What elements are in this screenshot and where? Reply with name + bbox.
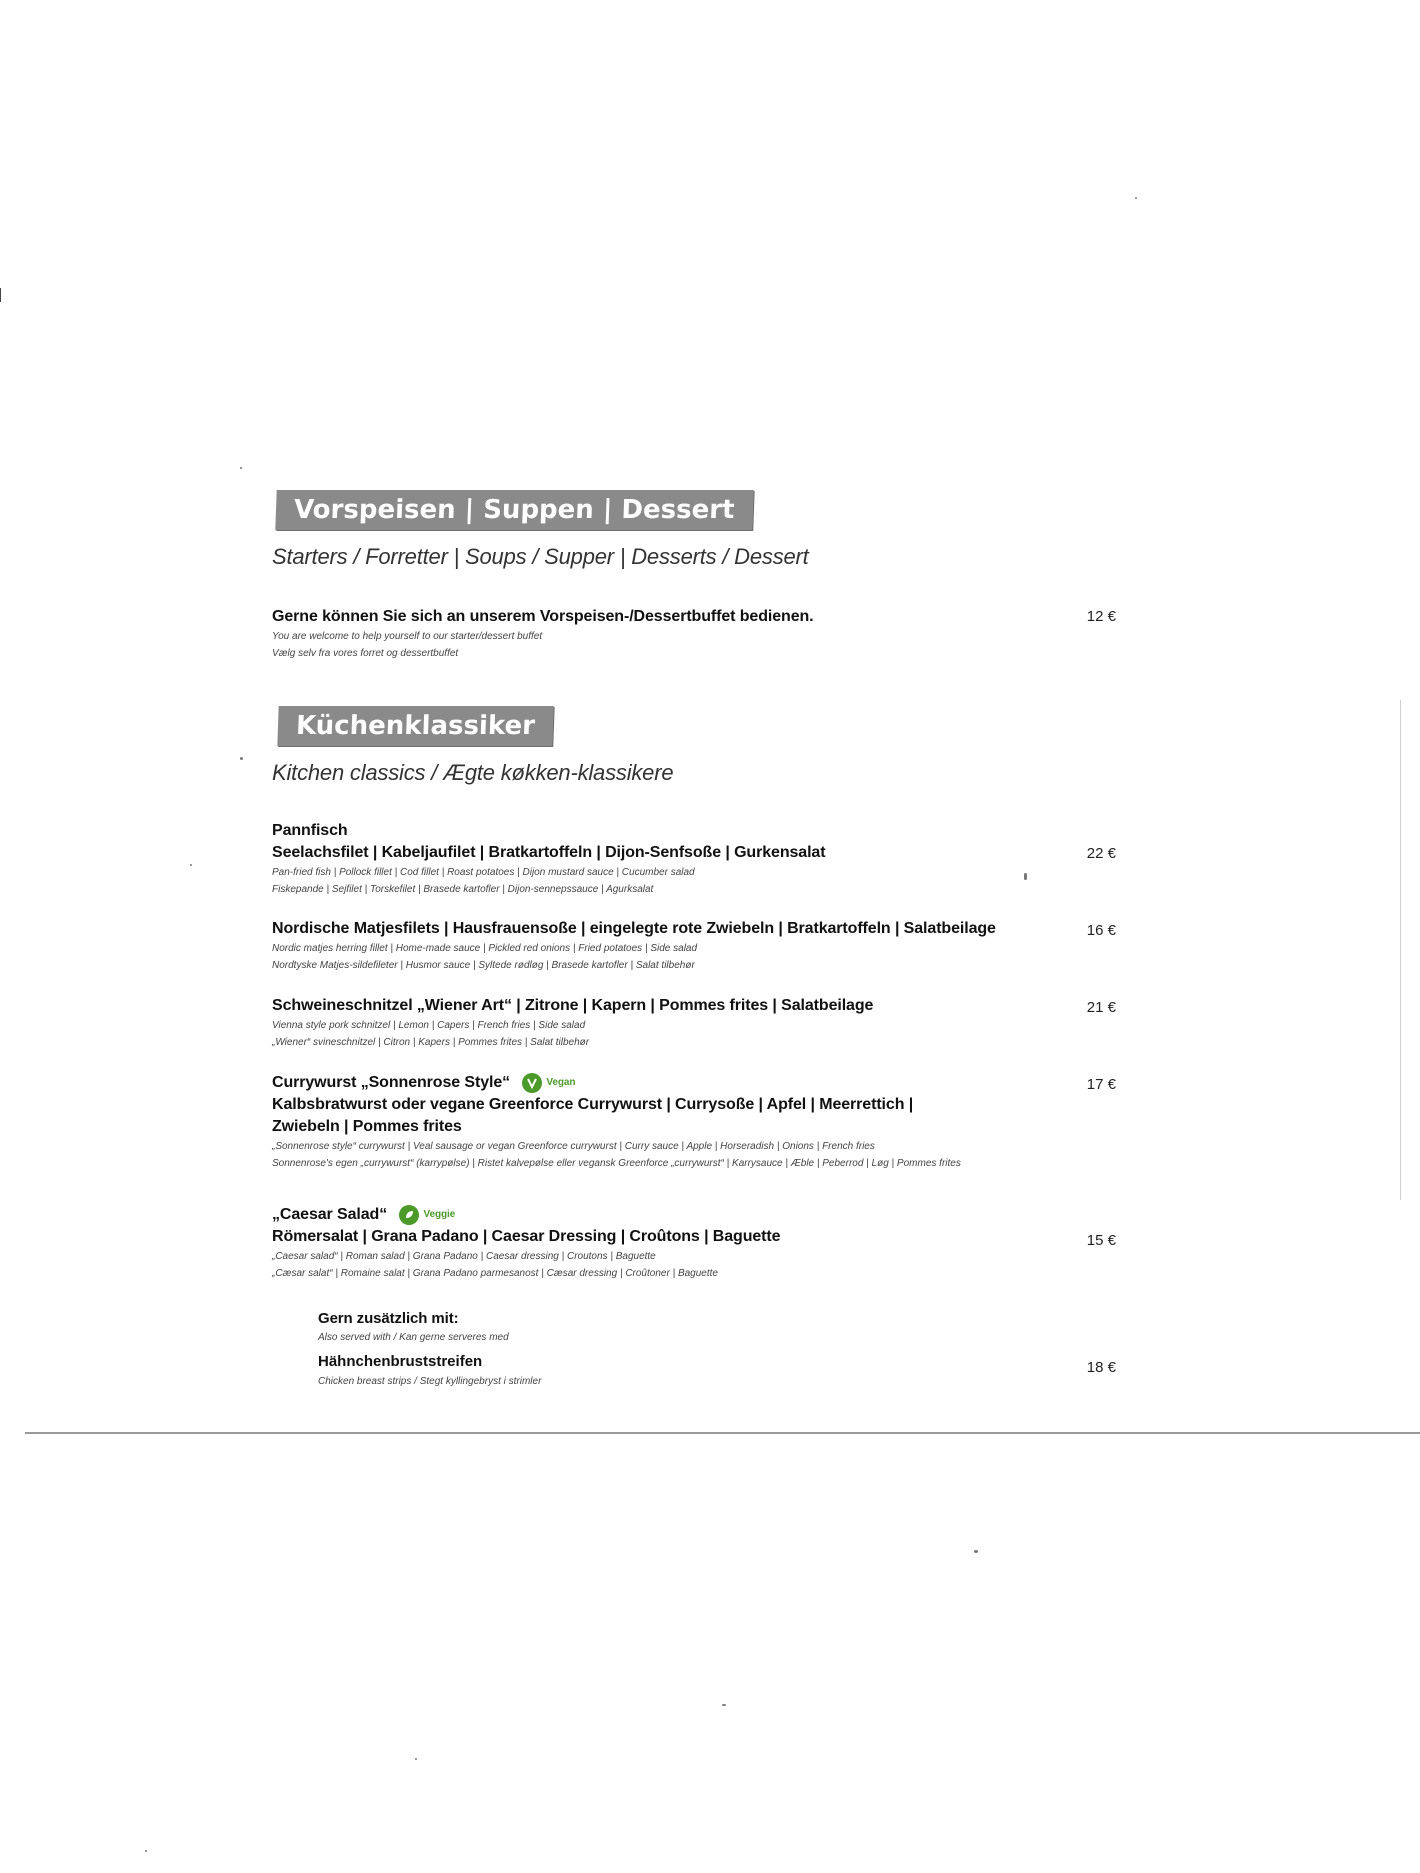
- item-heading-row: [272, 1072, 972, 1094]
- extra-heading: Gern zusätzlich mit:: [318, 1310, 459, 1327]
- item-en: Nordic matjes herring fillet | Home-made sauce | Pickled red onions | Fried potatoes | Side salad: [272, 943, 698, 954]
- vegan-badge: [522, 1072, 575, 1094]
- item-heading: Currywurst „Sonnenrose Style“: [272, 1074, 511, 1092]
- badge-label: Vegan: [546, 1077, 576, 1088]
- item-da: „Wiener“ svineschnitzel | Citron | Kapers | Pommes frites | Salat tilbehør: [272, 1037, 590, 1048]
- divider: [25, 1432, 1420, 1434]
- section-subtitle-starters: Starters / Forretter | Soups / Supper | Desserts / Dessert: [272, 544, 809, 569]
- scan-speck: [1024, 873, 1027, 880]
- badge-label: Veggie: [423, 1209, 456, 1220]
- item-da: Sonnenrose's egen „currywurst“ (karrypølse) | Ristet kalvepølse eller vegansk Greenforce „currywurst“ | Karrysauce | Æble | Peberrod | Løg | Pommes frites: [272, 1158, 961, 1170]
- item-da: Fiskepande | Sejfilet | Torskefilet | Brasede kartofler | Dijon-sennepssauce | Agurksalat: [272, 884, 654, 895]
- buffet-item: [272, 606, 1112, 662]
- menu-item-matjes: [272, 918, 1112, 974]
- item-en: Vienna style pork schnitzel | Lemon | Capers | French fries | Side salad: [272, 1020, 586, 1031]
- item-heading-row: [272, 1204, 1112, 1226]
- item-price: 17 €: [1086, 1076, 1116, 1093]
- buffet-title: Gerne können Sie sich an unserem Vorspeisen-/Dessertbuffet bedienen.: [272, 608, 814, 625]
- veggie-badge: [399, 1204, 455, 1226]
- extra-addon: [318, 1308, 1078, 1390]
- item-en: „Caesar salad“ | Roman salad | Grana Padano | Caesar dressing | Croutons | Baguette: [272, 1251, 656, 1263]
- section-title-classics: Küchenklassiker: [277, 706, 553, 746]
- leaf-icon: [399, 1205, 419, 1225]
- menu-item-caesar: [272, 1204, 1112, 1282]
- item-price: 21 €: [1086, 999, 1116, 1016]
- item-heading: Pannfisch: [272, 822, 348, 839]
- scan-edge: [0, 288, 1, 302]
- scan-speck: [190, 864, 192, 866]
- item-en: Pan-fried fish | Pollock fillet | Cod fillet | Roast potatoes | Dijon mustard sauce | Cucumber salad: [272, 867, 695, 878]
- menu-item-currywurst: [272, 1072, 972, 1172]
- item-title: Schweineschnitzel „Wiener Art“ | Zitrone | Kapern | Pommes frites | Salatbeilage: [272, 997, 874, 1014]
- item-price: 16 €: [1086, 922, 1116, 939]
- extra-sub: Chicken breast strips / Stegt kyllingebryst i strimler: [318, 1376, 542, 1387]
- scan-speck: [974, 1550, 978, 1553]
- menu-item-pannfisch: [272, 820, 1112, 898]
- buffet-da: Vælg selv fra vores forret og dessertbuffet: [272, 648, 459, 659]
- section-subtitle-classics: Kitchen classics / Ægte køkken-klassikere: [272, 760, 674, 785]
- scan-speck: [1135, 197, 1137, 199]
- scan-speck: [240, 467, 242, 469]
- scan-speck: [722, 1704, 726, 1706]
- menu-item-schnitzel: [272, 995, 1112, 1051]
- section-title-starters: Vorspeisen | Suppen | Dessert: [275, 490, 753, 530]
- scan-speck: [415, 1758, 417, 1760]
- item-title: Kalbsbratwurst oder vegane Greenforce Currywurst | Currysoße | Apfel | Meerrettich | Zwiebeln | Pommes frites: [272, 1096, 914, 1136]
- scan-edge: [1400, 700, 1401, 1200]
- item-price: 15 €: [1086, 1232, 1116, 1249]
- extra-heading-sub: Also served with / Kan gerne serveres med: [318, 1332, 509, 1343]
- item-title: Nordische Matjesfilets | Hausfrauensoße | eingelegte rote Zwiebeln | Bratkartoffeln | Salatbeilage: [272, 920, 996, 937]
- item-price: 22 €: [1086, 845, 1116, 862]
- item-title: Seelachsfilet | Kabeljaufilet | Bratkartoffeln | Dijon-Senfsoße | Gurkensalat: [272, 844, 826, 861]
- extra-price: 18 €: [1086, 1359, 1116, 1376]
- scan-speck: [240, 757, 243, 760]
- buffet-price: 12 €: [1086, 608, 1116, 625]
- buffet-en: You are welcome to help yourself to our starter/dessert buffet: [272, 631, 543, 642]
- leaf-icon: [522, 1073, 542, 1093]
- extra-title: Hähnchenbruststreifen: [318, 1353, 483, 1370]
- item-en: „Sonnenrose style“ currywurst | Veal sausage or vegan Greenforce currywurst | Curry sauce | Apple | Horseradish | Onions | French fries: [272, 1141, 875, 1153]
- item-heading: „Caesar Salad“: [272, 1206, 388, 1224]
- scan-speck: [145, 1850, 147, 1852]
- item-title: Römersalat | Grana Padano | Caesar Dressing | Croûtons | Baguette: [272, 1228, 781, 1246]
- item-da: Nordtyske Matjes-sildefileter | Husmor sauce | Syltede rødløg | Brasede kartofler | Salat tilbehør: [272, 960, 695, 971]
- item-da: „Cæsar salat“ | Romaine salat | Grana Padano parmesanost | Cæsar dressing | Croûtoner | Baguette: [272, 1268, 718, 1280]
